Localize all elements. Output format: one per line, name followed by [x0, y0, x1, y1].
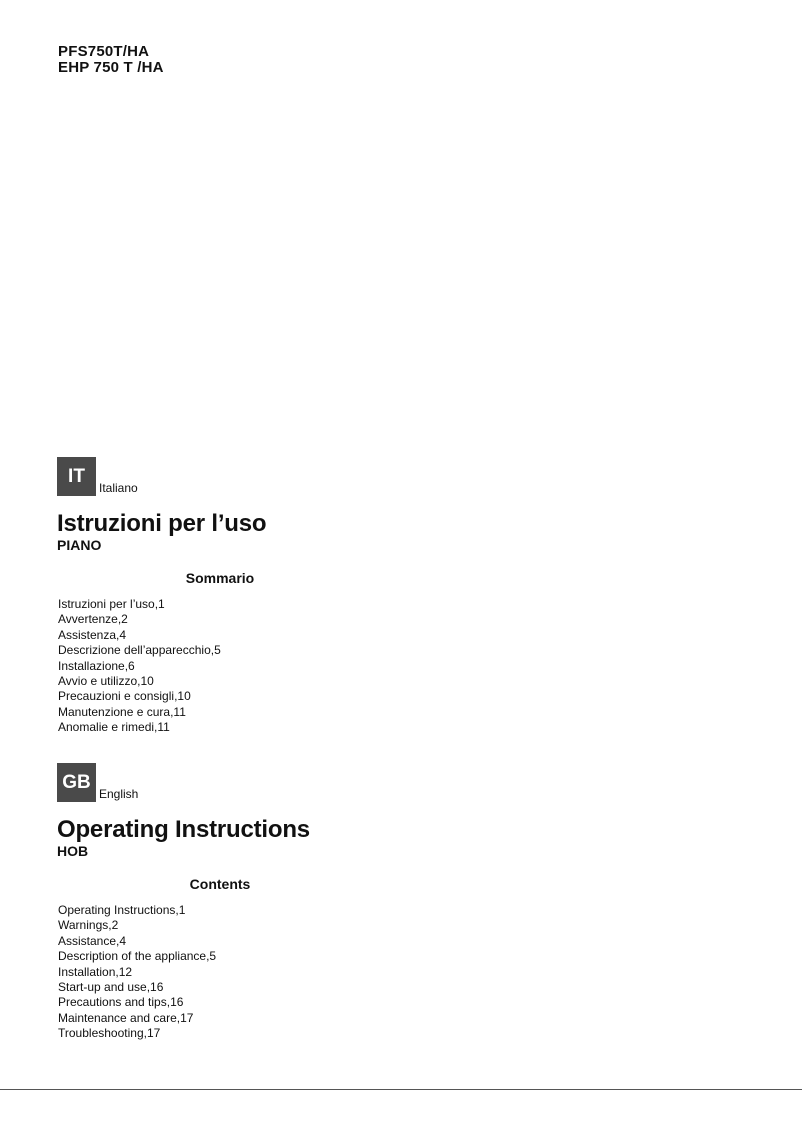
- language-section-gb: [57, 762, 357, 1042]
- footer-divider: [0, 1089, 802, 1090]
- toc-entry[interactable]: Operating Instructions,1: [58, 903, 186, 917]
- language-header: [57, 456, 357, 496]
- toc-entry[interactable]: Anomalie e rimedi,11: [58, 720, 170, 735]
- language-section-it: [57, 456, 357, 736]
- toc-entry[interactable]: Avvio e utilizzo,10: [58, 674, 154, 689]
- toc-entry[interactable]: Assistance,4: [58, 933, 127, 948]
- toc-entry[interactable]: Troubleshooting,17: [58, 1026, 161, 1041]
- toc-heading: Sommario: [185, 570, 255, 586]
- language-name: Italiano: [99, 481, 138, 495]
- language-name: English: [99, 787, 139, 801]
- toc-entry[interactable]: Descrizione dell’apparecchio,5: [58, 643, 221, 658]
- toc-entry[interactable]: Maintenance and care,17: [58, 1010, 194, 1025]
- toc-entry[interactable]: Precautions and tips,16: [58, 995, 184, 1010]
- table-of-contents: [57, 903, 357, 1042]
- toc-entry[interactable]: Manutenzione e cura,11: [58, 704, 186, 719]
- toc-heading: Contents: [189, 876, 251, 892]
- toc-entry[interactable]: Description of the appliance,5: [58, 949, 217, 964]
- toc-entry[interactable]: Avvertenze,2: [58, 612, 128, 627]
- language-header: [57, 762, 357, 802]
- product-type: PIANO: [57, 537, 102, 553]
- toc-entry[interactable]: Installation,12: [58, 964, 133, 979]
- document-title: Operating Instructions: [57, 816, 310, 843]
- toc-entry[interactable]: Warnings,2: [58, 918, 119, 933]
- language-code-badge: IT: [57, 457, 96, 496]
- model-number: PFS750T/HA: [58, 43, 150, 60]
- table-of-contents: [57, 597, 357, 736]
- toc-entry[interactable]: Start-up and use,16: [58, 980, 164, 995]
- toc-entry[interactable]: Istruzioni per l’uso,1: [58, 597, 165, 611]
- language-code-badge: GB: [57, 763, 96, 802]
- toc-entry[interactable]: Precauzioni e consigli,10: [58, 689, 191, 704]
- model-number: EHP 750 T /HA: [58, 59, 164, 76]
- product-type: HOB: [57, 843, 89, 859]
- toc-entry[interactable]: Installazione,6: [58, 658, 135, 673]
- document-title: Istruzioni per l’uso: [57, 510, 267, 537]
- model-numbers: [58, 44, 164, 76]
- toc-entry[interactable]: Assistenza,4: [58, 627, 127, 642]
